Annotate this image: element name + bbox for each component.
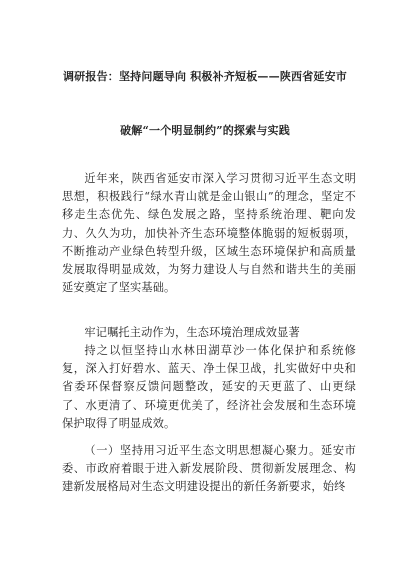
document-title-line-2: 破解“一个明显制约”的探索与实践: [120, 124, 290, 137]
document-title-line-1: 调研报告：坚持问题导向 积极补齐短板——陕西省延安市: [62, 70, 348, 83]
section-heading: 牢记嘱托主动作为，生态环境治理成效显著: [84, 326, 300, 339]
paragraph-achievements: 持之以恒坚持山水林田湖草沙一体化保护和系统修复，深入打好碧水、蓝天、净土保卫战，扎实做好中央和省委环保督察反馈问题整改，延安的天更蓝了、山更绿了、水更清了、环境更优美了，经济社会发展和生态环境保护取得了明显成效。: [62, 344, 356, 430]
paragraph-intro: 近年来，陕西省延安市深入学习贯彻习近平生态文明思想，积极践行“绿水青山就是金山银山”的理念，坚定不移走生态优先、绿色发展之路，坚持系统治理、靶向发力、久久为功，加快补齐生态环境整体脆弱的短板弱项，不断推动产业绿色转型升级，区域生态环境保护和高质量发展取得明显成效，为努力建设人与自然和谐共生的美丽延安奠定了坚实基础。: [62, 172, 356, 295]
paragraph-subsection-one: （一）坚持用习近平生态文明思想凝心聚力。延安市委、市政府着眼于进入新发展阶段、贯彻新发展理念、构建新发展格局对生态文明建设提出的新任务新要求，始终: [62, 444, 356, 494]
